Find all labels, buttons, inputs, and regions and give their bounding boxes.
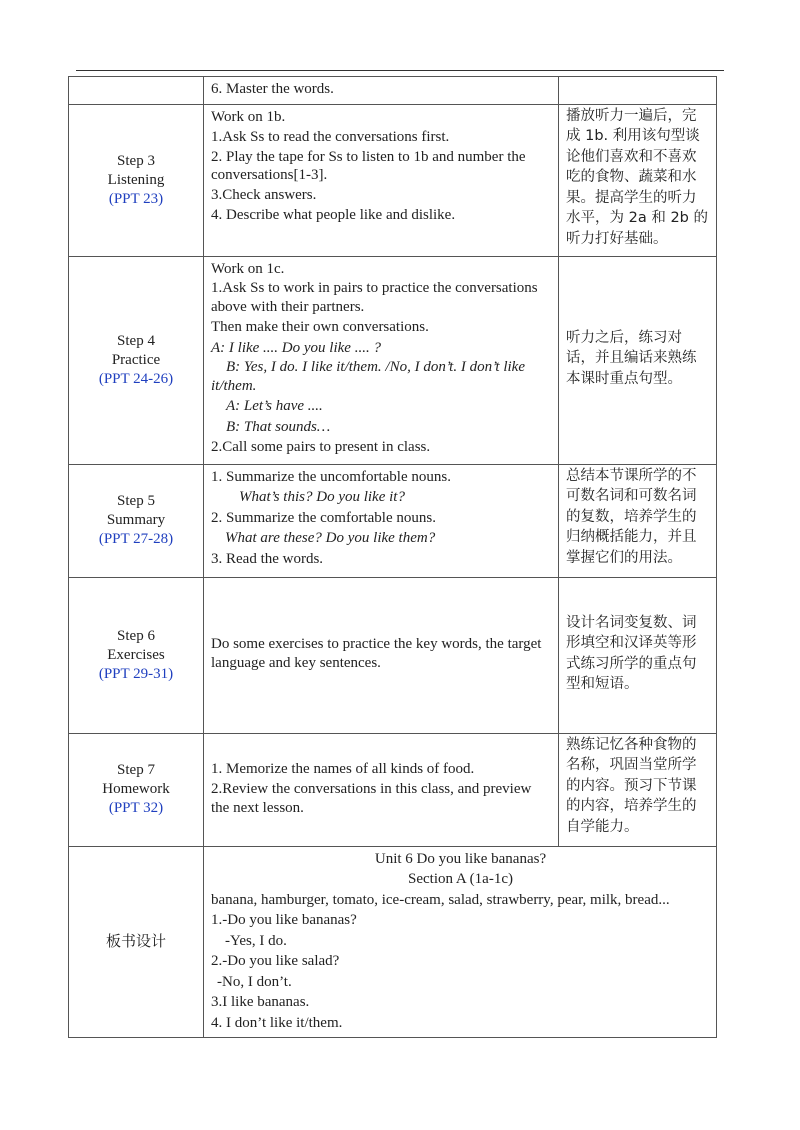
content-line: 2. Play the tape for Ss to listen to 1b and number the conversations[1-3]. bbox=[211, 148, 526, 183]
content-cell bbox=[204, 733, 559, 846]
table-row bbox=[69, 464, 717, 577]
table-row bbox=[69, 846, 717, 1038]
notes-cell bbox=[559, 104, 717, 256]
step-number: Step 4 bbox=[117, 332, 155, 349]
teaching-note: 熟练记忆各种食物的名称，巩固当堂所学的内容。预习下节课的内容，培养学生的自学能力。 bbox=[566, 736, 697, 835]
content-line: 2. Summarize the comfortable nouns. bbox=[211, 509, 436, 526]
board-label: 板书设计 bbox=[105, 932, 166, 951]
content-cell bbox=[204, 577, 559, 733]
step-number: Step 5 bbox=[117, 493, 155, 509]
ppt-ref: (PPT 24-26) bbox=[98, 370, 174, 387]
content-line: 1.Ask Ss to work in pairs to practice the conversations above with their partners. bbox=[211, 280, 538, 315]
board-line: -No, I don’t. bbox=[217, 973, 292, 990]
board-subtitle: Section A (1a-1c) bbox=[408, 871, 513, 887]
content-line: Do some exercises to practice the key words, the target language and key sentences. bbox=[211, 636, 542, 671]
table-row bbox=[69, 733, 717, 846]
content-line: 1. Summarize the uncomfortable nouns. bbox=[211, 468, 451, 485]
board-line: 1.-Do you like bananas? bbox=[211, 912, 357, 928]
content-line: A: I like .... Do you like .... ? bbox=[211, 339, 381, 356]
content-line: B: That sounds… bbox=[226, 418, 331, 435]
notes-cell bbox=[559, 577, 717, 733]
content-line: 2.Review the conversations in this class, and preview the next lesson. bbox=[211, 780, 532, 816]
content-line: Then make their own conversations. bbox=[211, 319, 429, 335]
step-name: Exercises bbox=[107, 646, 165, 663]
content-line: 3.Check answers. bbox=[211, 186, 317, 203]
header-rule bbox=[76, 70, 724, 71]
step-name: Summary bbox=[106, 512, 166, 528]
notes-cell bbox=[559, 256, 717, 464]
step-cell bbox=[69, 77, 204, 105]
ppt-ref: (PPT 32) bbox=[108, 800, 164, 816]
board-line: 2.-Do you like salad? bbox=[211, 953, 340, 969]
step-name: Listening bbox=[107, 171, 165, 188]
content-cell bbox=[204, 464, 559, 577]
step-cell bbox=[69, 104, 204, 256]
lesson-plan-table bbox=[68, 76, 717, 1038]
content-cell bbox=[204, 256, 559, 464]
teaching-note: 播放听力一遍后，完成 1b. 利用该句型谈论他们喜欢和不喜欢吃的食物、蔬菜和水果。提高学生的听力水平，为 2a 和 2b 的听力打好基础。 bbox=[566, 107, 708, 247]
table-row bbox=[69, 77, 717, 105]
notes-cell bbox=[559, 77, 717, 105]
ppt-ref: (PPT 29-31) bbox=[98, 665, 174, 682]
board-line: 4. I don’t like it/them. bbox=[211, 1014, 343, 1031]
notes-cell bbox=[559, 464, 717, 577]
board-title: Unit 6 Do you like bananas? bbox=[374, 850, 547, 867]
board-label-cell bbox=[69, 846, 204, 1038]
content-line: 1.Ask Ss to read the conversations first. bbox=[211, 129, 450, 145]
step-cell bbox=[69, 256, 204, 464]
content-line: Work on 1c. bbox=[211, 260, 285, 277]
teaching-note: 听力之后，练习对话，并且编话来熟练本课时重点句型。 bbox=[566, 329, 697, 387]
board-content-cell bbox=[204, 846, 717, 1038]
table-row bbox=[69, 577, 717, 733]
content-cell bbox=[204, 77, 559, 105]
content-line: What’s this? Do you like it? bbox=[239, 489, 405, 505]
step-number: Step 7 bbox=[117, 762, 155, 778]
content-line: A: Let’s have .... bbox=[226, 398, 323, 414]
content-line: 2.Call some pairs to present in class. bbox=[211, 439, 431, 455]
content-line: B: Yes, I do. I like it/them. /No, I don’t. I don’t like it/them. bbox=[211, 359, 525, 394]
table-row bbox=[69, 104, 717, 256]
teaching-note: 设计名词变复数、词形填空和汉译英等形式练习所学的重点句型和短语。 bbox=[566, 614, 697, 692]
content-line: 6. Master the words. bbox=[211, 81, 334, 97]
content-line: 3. Read the words. bbox=[211, 550, 324, 567]
step-name: Practice bbox=[111, 351, 161, 368]
board-line: banana, hamburger, tomato, ice-cream, salad, strawberry, pear, milk, bread... bbox=[211, 891, 670, 908]
teaching-note: 总结本节课所学的不可数名词和可数名词的复数，培养学生的归纳概括能力，并且掌握它们的用法。 bbox=[566, 467, 697, 566]
step-number: Step 6 bbox=[117, 627, 155, 644]
table-row bbox=[69, 256, 717, 464]
notes-cell bbox=[559, 733, 717, 846]
ppt-ref: (PPT 23) bbox=[108, 190, 164, 207]
board-line: -Yes, I do. bbox=[225, 932, 287, 949]
step-cell bbox=[69, 733, 204, 846]
step-cell bbox=[69, 464, 204, 577]
content-line: 4. Describe what people like and dislike. bbox=[211, 207, 456, 223]
board-line: 3.I like bananas. bbox=[211, 994, 310, 1010]
step-name: Homework bbox=[102, 781, 170, 797]
step-cell bbox=[69, 577, 204, 733]
content-cell bbox=[204, 104, 559, 256]
content-line: Work on 1b. bbox=[211, 108, 286, 125]
ppt-ref: (PPT 27-28) bbox=[98, 531, 174, 547]
content-line: What are these? Do you like them? bbox=[225, 530, 436, 546]
content-line: 1. Memorize the names of all kinds of food. bbox=[211, 761, 475, 778]
step-number: Step 3 bbox=[117, 152, 155, 169]
